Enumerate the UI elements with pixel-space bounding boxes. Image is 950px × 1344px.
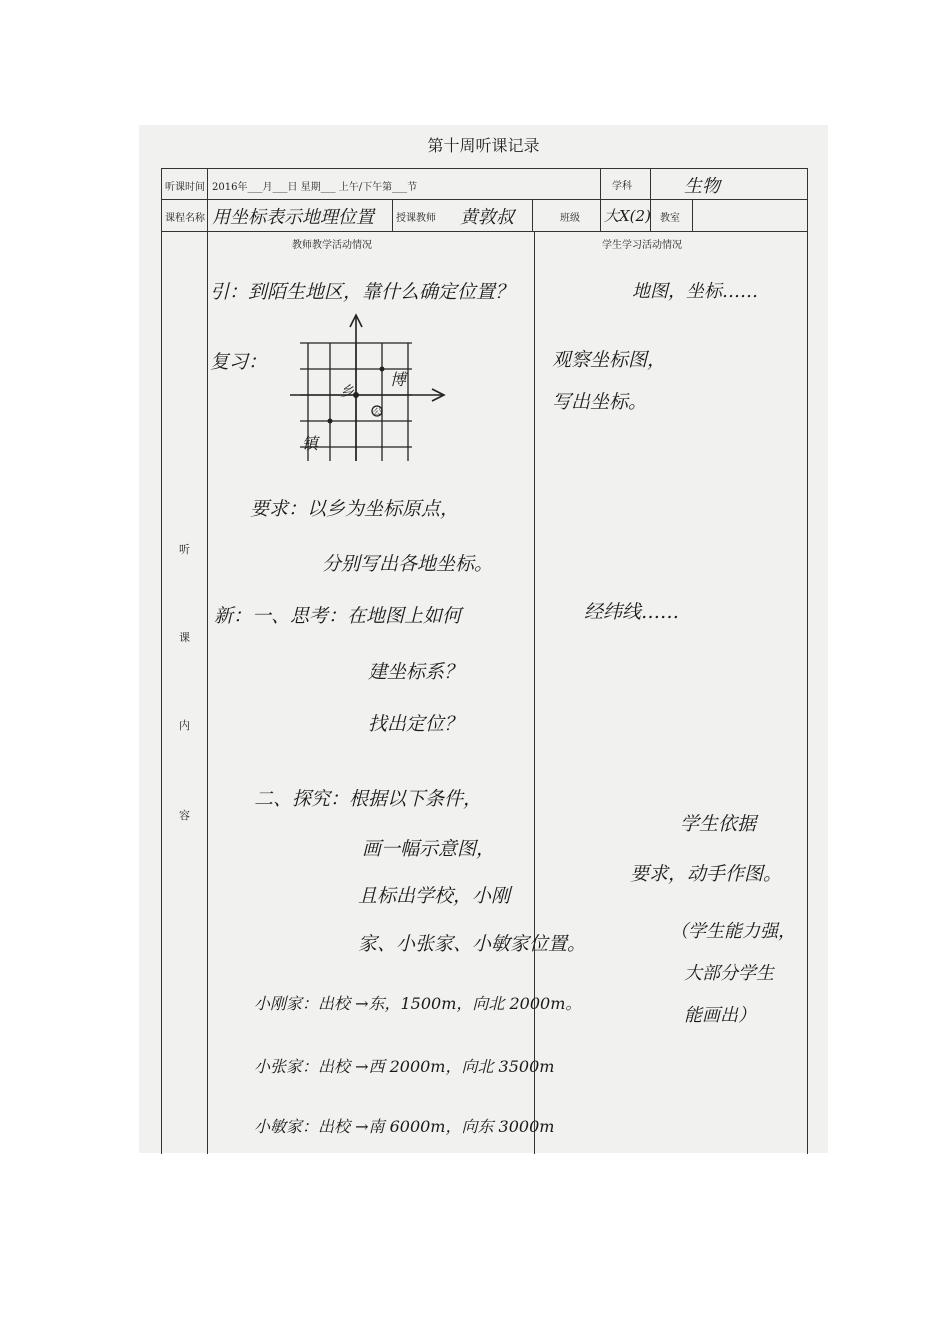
requirement-line-1: 要求：以乡为坐标原点， <box>250 498 460 520</box>
student-column-header: 学生学习活动情况 <box>602 240 682 251</box>
side-label-char: 课 <box>179 631 190 644</box>
review-label: 复习： <box>210 351 268 373</box>
side-label-char: 容 <box>179 809 190 822</box>
student-note-8: 大部分学生 <box>684 963 774 984</box>
subject-value: 生物 <box>684 176 720 197</box>
new-think-line-2: 建坐标系？ <box>368 661 464 683</box>
record-form <box>161 168 808 1154</box>
explore-line-1: 二、探究：根据以下条件， <box>254 788 483 810</box>
center-column-divider <box>534 231 535 1154</box>
time-value: 2016年___月___日 星期___ 上午/下午第___节 <box>212 182 418 193</box>
side-label-char: 听 <box>179 543 190 556</box>
class-label: 班级 <box>560 213 580 224</box>
divider <box>392 199 393 231</box>
student-note-6: 要求，动手作图。 <box>630 863 783 885</box>
page-title: 第十周听课记录 <box>427 136 540 155</box>
explore-line-4: 家、小张家、小敏家位置。 <box>358 933 587 955</box>
intro-question: 引：到陌生地区，靠什么确定位置？ <box>210 281 515 303</box>
class-value: 大X(2) <box>604 207 651 225</box>
course-label: 课程名称 <box>165 213 205 224</box>
teacher-value: 黄敦叔 <box>460 207 514 228</box>
side-label-char: 内 <box>179 719 190 732</box>
divider <box>650 169 651 199</box>
student-note-1: 地图，坐标…… <box>632 281 758 302</box>
grid-label-circle: 公 <box>372 408 382 418</box>
new-think-line-1: 新：一、思考：在地图上如何 <box>214 605 462 627</box>
requirement-line-2: 分别写出各地坐标。 <box>322 553 494 575</box>
divider <box>692 199 693 231</box>
time-label: 听课时间 <box>165 182 205 193</box>
condition-xiaozhang: 小张家：出校 →西 2000m，向北 3500m <box>254 1057 555 1076</box>
course-value: 用坐标表示地理位置 <box>212 207 374 228</box>
condition-xiaomin: 小敏家：出校 →南 6000m，向东 3000m <box>254 1117 555 1136</box>
condition-xiaogang: 小刚家：出校 →东，1500m，向北 2000m。 <box>254 994 582 1013</box>
grid-label-center: 乡 <box>340 384 354 400</box>
divider <box>207 199 208 231</box>
divider <box>207 169 208 199</box>
explore-line-2: 画一幅示意图， <box>362 838 496 860</box>
divider <box>600 199 601 231</box>
student-note-4: 经纬线…… <box>584 601 680 623</box>
student-note-3: 写出坐标。 <box>552 391 648 413</box>
side-column-divider <box>207 231 208 1154</box>
document-photo <box>139 125 828 1153</box>
new-think-line-3: 找出定位？ <box>368 713 464 735</box>
student-note-7: （学生能力强， <box>670 921 796 942</box>
student-note-9: 能画出） <box>684 1005 756 1026</box>
divider <box>532 199 533 231</box>
divider <box>600 169 601 199</box>
explore-line-3: 且标出学校，小刚 <box>358 885 511 907</box>
student-note-2: 观察坐标图， <box>552 349 667 371</box>
grid-label-bottom: 镇 <box>302 434 319 453</box>
room-label: 教室 <box>660 213 680 224</box>
student-note-5: 学生依据 <box>680 813 757 835</box>
teacher-column-header: 教师教学活动情况 <box>292 240 372 251</box>
grid-label-top: 博 <box>390 370 407 389</box>
teacher-label: 授课教师 <box>396 213 436 224</box>
subject-label: 学科 <box>612 181 632 192</box>
